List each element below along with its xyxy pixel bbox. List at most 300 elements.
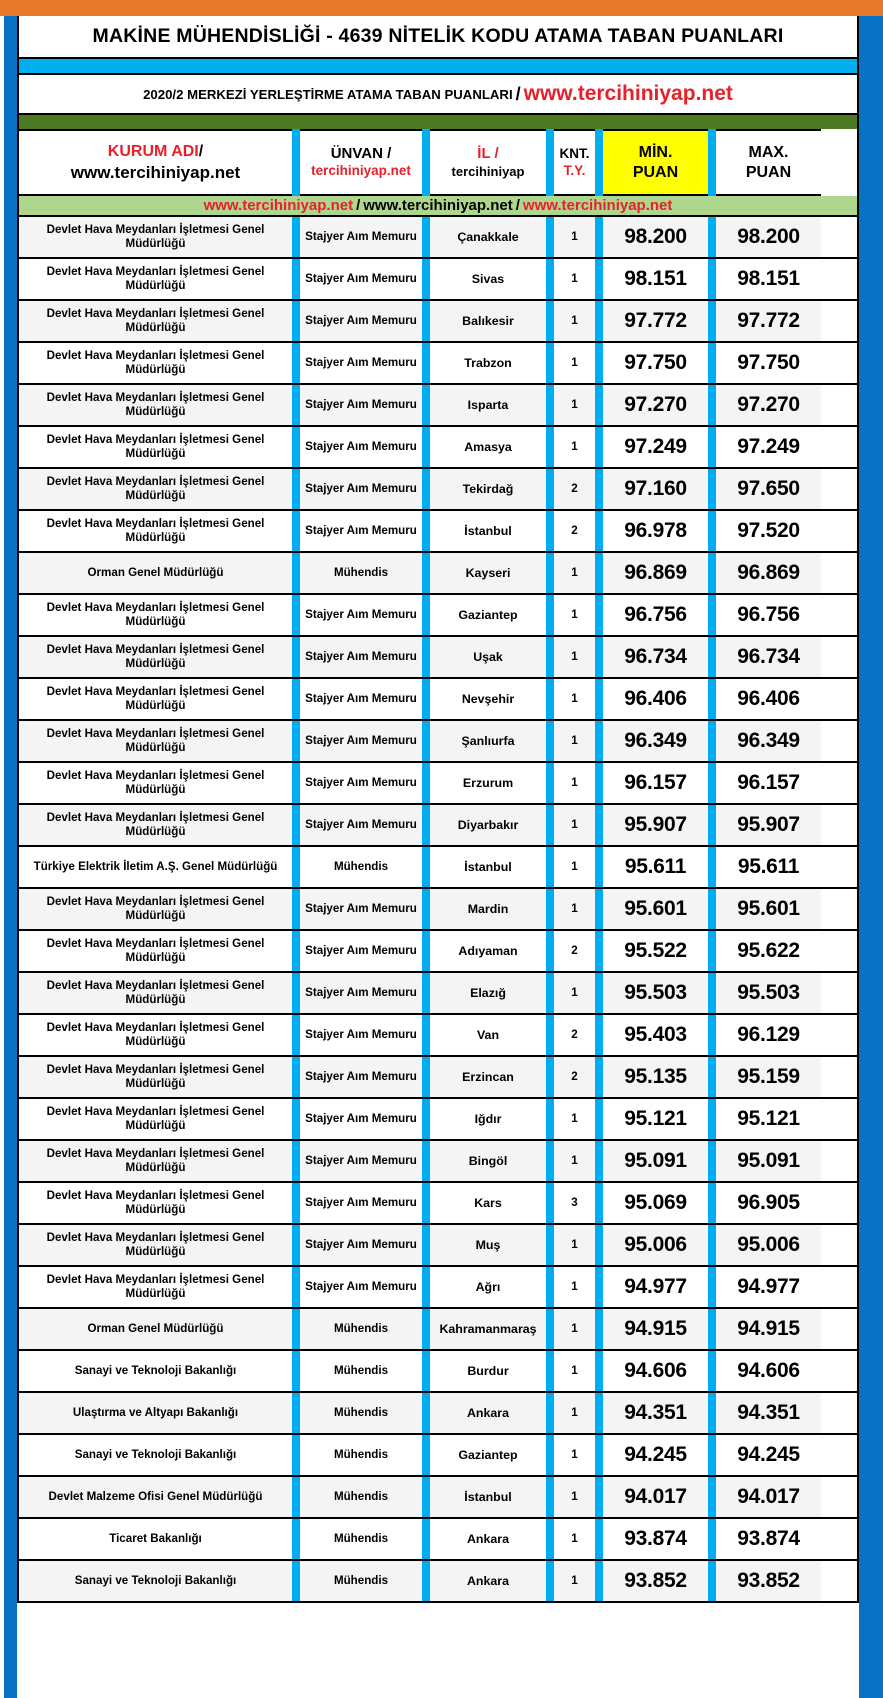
cell-min-puan: 95.069 (603, 1183, 708, 1223)
row-separator-4 (595, 931, 603, 971)
cell-knt: 1 (554, 637, 595, 677)
cell-knt: 1 (554, 1309, 595, 1349)
cell-max-puan: 97.750 (716, 343, 821, 383)
table-row[interactable] (19, 553, 857, 595)
column-header-il[interactable] (430, 129, 546, 196)
cell-unvan: Mühendis (300, 1309, 422, 1349)
cell-il: Tekirdağ (430, 469, 546, 509)
row-separator-3 (546, 1225, 554, 1265)
cell-max-puan: 95.006 (716, 1225, 821, 1265)
table-row[interactable] (19, 595, 857, 637)
cell-unvan: Stajyer Aım Memuru (300, 721, 422, 761)
column-header-min-line2: PUAN (632, 163, 679, 181)
row-separator-5 (708, 1183, 716, 1223)
table-row[interactable] (19, 469, 857, 511)
table-row[interactable] (19, 1519, 857, 1561)
table-row[interactable] (19, 1393, 857, 1435)
row-separator-3 (546, 1015, 554, 1055)
row-separator-4 (595, 1435, 603, 1475)
row-separator-5 (708, 217, 716, 257)
table-row[interactable] (19, 847, 857, 889)
row-separator-4 (595, 259, 603, 299)
row-separator-3 (546, 217, 554, 257)
cell-kurum: Devlet Hava Meydanları İşletmesi Genel Müdürlüğü (19, 889, 292, 929)
cell-knt: 1 (554, 679, 595, 719)
cell-kurum: Devlet Hava Meydanları İşletmesi Genel Müdürlüğü (19, 805, 292, 845)
cell-il: Bingöl (430, 1141, 546, 1181)
row-separator-1 (292, 301, 300, 341)
row-separator-4 (595, 1519, 603, 1559)
cell-knt: 2 (554, 1015, 595, 1055)
table-row[interactable] (19, 1309, 857, 1351)
row-separator-2 (422, 343, 430, 383)
cell-kurum: Devlet Hava Meydanları İşletmesi Genel Müdürlüğü (19, 217, 292, 257)
cell-kurum: Devlet Hava Meydanları İşletmesi Genel Müdürlüğü (19, 1267, 292, 1307)
row-separator-1 (292, 217, 300, 257)
cell-kurum: Sanayi ve Teknoloji Bakanlığı (19, 1435, 292, 1475)
row-separator-2 (422, 511, 430, 551)
row-separator-3 (546, 1351, 554, 1391)
row-separator-2 (422, 931, 430, 971)
cell-il: Kars (430, 1183, 546, 1223)
cell-unvan: Stajyer Aım Memuru (300, 595, 422, 635)
row-separator-5 (708, 469, 716, 509)
table-row[interactable] (19, 259, 857, 301)
cell-max-puan: 94.017 (716, 1477, 821, 1517)
table-row[interactable] (19, 1099, 857, 1141)
link-banner-sep-2: / (515, 197, 520, 214)
table-row[interactable] (19, 931, 857, 973)
row-separator-1 (292, 847, 300, 887)
row-separator-5 (708, 1015, 716, 1055)
row-separator-3 (546, 1057, 554, 1097)
row-separator-3 (546, 1561, 554, 1601)
column-header-il-line1: İL (477, 145, 491, 162)
column-header-knt[interactable] (554, 129, 595, 196)
column-header-knt-line2: T.Y. (563, 162, 586, 178)
cell-min-puan: 95.121 (603, 1099, 708, 1139)
cell-il: Çanakkale (430, 217, 546, 257)
cell-max-puan: 98.151 (716, 259, 821, 299)
row-separator-2 (422, 427, 430, 467)
cell-min-puan: 94.351 (603, 1393, 708, 1433)
cell-min-puan: 96.406 (603, 679, 708, 719)
cell-unvan: Stajyer Aım Memuru (300, 973, 422, 1013)
row-separator-2 (422, 679, 430, 719)
row-separator-3 (546, 721, 554, 761)
cell-knt: 1 (554, 259, 595, 299)
cell-min-puan: 97.772 (603, 301, 708, 341)
cell-unvan: Mühendis (300, 847, 422, 887)
table-row[interactable] (19, 1351, 857, 1393)
table-row[interactable] (19, 427, 857, 469)
table-row[interactable] (19, 1435, 857, 1477)
row-separator-5 (708, 847, 716, 887)
cell-kurum: Devlet Hava Meydanları İşletmesi Genel Müdürlüğü (19, 1141, 292, 1181)
row-separator-1 (292, 679, 300, 719)
cell-knt: 1 (554, 385, 595, 425)
cell-max-puan: 94.915 (716, 1309, 821, 1349)
row-separator-1 (292, 637, 300, 677)
cell-min-puan: 94.017 (603, 1477, 708, 1517)
row-separator-2 (422, 637, 430, 677)
row-separator-2 (422, 1015, 430, 1055)
row-separator-3 (546, 385, 554, 425)
header-separator-1 (292, 129, 300, 196)
cell-il: Gaziantep (430, 1435, 546, 1475)
cell-min-puan: 95.601 (603, 889, 708, 929)
column-header-max-puan[interactable] (716, 129, 821, 196)
cell-max-puan: 97.249 (716, 427, 821, 467)
cell-knt: 1 (554, 847, 595, 887)
row-separator-5 (708, 1225, 716, 1265)
row-separator-5 (708, 1477, 716, 1517)
cell-kurum: Devlet Hava Meydanları İşletmesi Genel Müdürlüğü (19, 1099, 292, 1139)
row-separator-4 (595, 1183, 603, 1223)
row-separator-1 (292, 1099, 300, 1139)
row-separator-4 (595, 511, 603, 551)
table-row[interactable] (19, 973, 857, 1015)
row-separator-3 (546, 595, 554, 635)
cell-unvan: Stajyer Aım Memuru (300, 1183, 422, 1223)
row-separator-4 (595, 385, 603, 425)
link-banner-sep-1: / (356, 197, 361, 214)
row-separator-2 (422, 1183, 430, 1223)
header-separator-2 (422, 129, 430, 196)
cell-kurum: Sanayi ve Teknoloji Bakanlığı (19, 1561, 292, 1601)
row-separator-3 (546, 1183, 554, 1223)
cell-kurum: Devlet Hava Meydanları İşletmesi Genel Müdürlüğü (19, 259, 292, 299)
cell-il: Van (430, 1015, 546, 1055)
green-divider (17, 115, 859, 129)
cell-knt: 3 (554, 1183, 595, 1223)
cell-unvan: Mühendis (300, 1393, 422, 1433)
row-separator-3 (546, 1141, 554, 1181)
row-separator-1 (292, 1393, 300, 1433)
cell-max-puan: 96.129 (716, 1015, 821, 1055)
column-header-kurum-slash: / (198, 142, 204, 160)
cell-min-puan: 96.157 (603, 763, 708, 803)
subtitle-separator: / (515, 83, 521, 104)
cell-kurum: Devlet Hava Meydanları İşletmesi Genel Müdürlüğü (19, 721, 292, 761)
cell-max-puan: 96.756 (716, 595, 821, 635)
header-separator-3 (546, 129, 554, 196)
cell-il: Burdur (430, 1351, 546, 1391)
row-separator-3 (546, 427, 554, 467)
cell-kurum: Devlet Hava Meydanları İşletmesi Genel Müdürlüğü (19, 1057, 292, 1097)
table-row[interactable] (19, 637, 857, 679)
cell-unvan: Mühendis (300, 1519, 422, 1559)
table-row[interactable] (19, 1267, 857, 1309)
row-separator-1 (292, 889, 300, 929)
cell-min-puan: 95.907 (603, 805, 708, 845)
row-separator-4 (595, 805, 603, 845)
cell-min-puan: 95.611 (603, 847, 708, 887)
cell-il: Amasya (430, 427, 546, 467)
cell-knt: 1 (554, 1561, 595, 1601)
cell-min-puan: 97.270 (603, 385, 708, 425)
top-orange-strip (0, 0, 883, 16)
cell-kurum: Ulaştırma ve Altyapı Bakanlığı (19, 1393, 292, 1433)
cell-knt: 1 (554, 1225, 595, 1265)
cell-knt: 1 (554, 1519, 595, 1559)
row-separator-5 (708, 637, 716, 677)
row-separator-3 (546, 1519, 554, 1559)
cell-min-puan: 95.403 (603, 1015, 708, 1055)
row-separator-5 (708, 343, 716, 383)
table-row[interactable] (19, 889, 857, 931)
cell-il: Erzincan (430, 1057, 546, 1097)
row-separator-1 (292, 1057, 300, 1097)
cell-min-puan: 96.978 (603, 511, 708, 551)
cell-il: Kayseri (430, 553, 546, 593)
table-row[interactable] (19, 385, 857, 427)
row-separator-4 (595, 1057, 603, 1097)
table-row[interactable] (19, 511, 857, 553)
row-separator-5 (708, 1561, 716, 1601)
cell-knt: 1 (554, 553, 595, 593)
row-separator-3 (546, 889, 554, 929)
row-separator-3 (546, 1477, 554, 1517)
row-separator-4 (595, 637, 603, 677)
row-separator-2 (422, 973, 430, 1013)
cell-il: İstanbul (430, 511, 546, 551)
cell-il: Ankara (430, 1393, 546, 1433)
cell-knt: 1 (554, 343, 595, 383)
row-separator-2 (422, 301, 430, 341)
row-separator-3 (546, 679, 554, 719)
cell-kurum: Devlet Hava Meydanları İşletmesi Genel Müdürlüğü (19, 679, 292, 719)
row-separator-1 (292, 931, 300, 971)
cell-il: Nevşehir (430, 679, 546, 719)
table-row[interactable] (19, 805, 857, 847)
cell-min-puan: 95.091 (603, 1141, 708, 1181)
cell-il: Diyarbakır (430, 805, 546, 845)
cell-max-puan: 96.905 (716, 1183, 821, 1223)
row-separator-2 (422, 1435, 430, 1475)
row-separator-4 (595, 469, 603, 509)
column-header-min-line1: MİN. (638, 143, 673, 161)
link-banner-a[interactable]: www.tercihiniyap.net (203, 197, 354, 214)
cell-knt: 1 (554, 1099, 595, 1139)
page-title-bar (17, 16, 859, 59)
cell-min-puan: 97.750 (603, 343, 708, 383)
row-separator-4 (595, 343, 603, 383)
cell-min-puan: 98.200 (603, 217, 708, 257)
cell-min-puan: 96.756 (603, 595, 708, 635)
cell-max-puan: 95.159 (716, 1057, 821, 1097)
cell-il: Balıkesir (430, 301, 546, 341)
cell-max-puan: 96.734 (716, 637, 821, 677)
cell-unvan: Mühendis (300, 1477, 422, 1517)
cell-kurum: Orman Genel Müdürlüğü (19, 553, 292, 593)
row-separator-4 (595, 1477, 603, 1517)
cell-max-puan: 94.977 (716, 1267, 821, 1307)
cell-unvan: Stajyer Aım Memuru (300, 259, 422, 299)
table-row[interactable] (19, 763, 857, 805)
cell-unvan: Mühendis (300, 1351, 422, 1391)
table-row[interactable] (19, 1015, 857, 1057)
table-header-row (17, 129, 859, 196)
row-separator-4 (595, 763, 603, 803)
table-row[interactable] (19, 217, 857, 259)
cell-min-puan: 93.852 (603, 1561, 708, 1601)
cell-kurum: Devlet Hava Meydanları İşletmesi Genel Müdürlüğü (19, 1225, 292, 1265)
row-separator-4 (595, 553, 603, 593)
row-separator-2 (422, 553, 430, 593)
row-separator-3 (546, 763, 554, 803)
row-separator-1 (292, 553, 300, 593)
cell-min-puan: 93.874 (603, 1519, 708, 1559)
cell-knt: 1 (554, 805, 595, 845)
table-row[interactable] (19, 1225, 857, 1267)
row-separator-1 (292, 721, 300, 761)
content-area (17, 16, 859, 1698)
table-row[interactable] (19, 679, 857, 721)
cell-il: Erzurum (430, 763, 546, 803)
cell-max-puan: 94.351 (716, 1393, 821, 1433)
subtitle-site-link[interactable]: www.tercihiniyap.net (523, 82, 733, 105)
table-row[interactable] (19, 1057, 857, 1099)
cell-il: Ankara (430, 1519, 546, 1559)
cell-max-puan: 97.650 (716, 469, 821, 509)
row-separator-2 (422, 385, 430, 425)
cell-kurum: Devlet Hava Meydanları İşletmesi Genel Müdürlüğü (19, 1183, 292, 1223)
cell-kurum: Devlet Hava Meydanları İşletmesi Genel Müdürlüğü (19, 343, 292, 383)
row-separator-1 (292, 343, 300, 383)
cell-il: Şanlıurfa (430, 721, 546, 761)
column-header-kurum[interactable] (19, 129, 292, 196)
link-banner-c[interactable]: www.tercihiniyap.net (522, 197, 673, 214)
link-banner-b[interactable]: www.tercihiniyap.net (363, 197, 513, 214)
row-separator-5 (708, 1309, 716, 1349)
row-separator-1 (292, 1225, 300, 1265)
row-separator-3 (546, 343, 554, 383)
row-separator-4 (595, 1561, 603, 1601)
row-separator-1 (292, 1141, 300, 1181)
row-separator-2 (422, 1477, 430, 1517)
row-separator-1 (292, 1477, 300, 1517)
row-separator-4 (595, 595, 603, 635)
cell-kurum: Devlet Hava Meydanları İşletmesi Genel Müdürlüğü (19, 595, 292, 635)
cell-knt: 1 (554, 217, 595, 257)
cell-knt: 1 (554, 1435, 595, 1475)
row-separator-1 (292, 1183, 300, 1223)
cell-max-puan: 96.406 (716, 679, 821, 719)
row-separator-1 (292, 1015, 300, 1055)
cell-min-puan: 95.006 (603, 1225, 708, 1265)
cell-il: Elazığ (430, 973, 546, 1013)
row-separator-2 (422, 1561, 430, 1601)
cell-knt: 1 (554, 763, 595, 803)
cell-max-puan: 95.622 (716, 931, 821, 971)
subtitle-bar (17, 75, 859, 115)
row-separator-4 (595, 973, 603, 1013)
table-row[interactable] (19, 1141, 857, 1183)
cell-min-puan: 94.606 (603, 1351, 708, 1391)
row-separator-2 (422, 889, 430, 929)
cyan-divider (17, 59, 859, 75)
row-separator-5 (708, 973, 716, 1013)
row-separator-2 (422, 1141, 430, 1181)
left-blue-rail (4, 16, 17, 1698)
cell-max-puan: 95.121 (716, 1099, 821, 1139)
cell-kurum: Devlet Hava Meydanları İşletmesi Genel Müdürlüğü (19, 973, 292, 1013)
header-separator-4 (595, 129, 603, 196)
column-header-min-puan[interactable] (603, 129, 708, 196)
row-separator-4 (595, 847, 603, 887)
row-separator-3 (546, 1435, 554, 1475)
row-separator-2 (422, 1393, 430, 1433)
row-separator-3 (546, 1267, 554, 1307)
cell-min-puan: 94.245 (603, 1435, 708, 1475)
cell-kurum: Devlet Hava Meydanları İşletmesi Genel Müdürlüğü (19, 511, 292, 551)
row-separator-3 (546, 931, 554, 971)
cell-knt: 1 (554, 1393, 595, 1433)
cell-kurum: Devlet Hava Meydanları İşletmesi Genel Müdürlüğü (19, 931, 292, 971)
cell-unvan: Stajyer Aım Memuru (300, 511, 422, 551)
cell-max-puan: 95.611 (716, 847, 821, 887)
row-separator-1 (292, 1351, 300, 1391)
row-separator-4 (595, 679, 603, 719)
cell-knt: 1 (554, 889, 595, 929)
cell-knt: 1 (554, 1477, 595, 1517)
row-separator-5 (708, 1141, 716, 1181)
row-separator-5 (708, 1351, 716, 1391)
cell-il: İstanbul (430, 1477, 546, 1517)
row-separator-5 (708, 1393, 716, 1433)
row-separator-5 (708, 595, 716, 635)
row-separator-4 (595, 217, 603, 257)
row-separator-2 (422, 259, 430, 299)
column-header-unvan[interactable] (300, 129, 422, 196)
row-separator-2 (422, 805, 430, 845)
row-separator-5 (708, 427, 716, 467)
cell-knt: 2 (554, 469, 595, 509)
row-separator-3 (546, 1393, 554, 1433)
cell-max-puan: 95.091 (716, 1141, 821, 1181)
row-separator-2 (422, 469, 430, 509)
table-row[interactable] (19, 343, 857, 385)
cell-il: Mardin (430, 889, 546, 929)
cell-min-puan: 94.977 (603, 1267, 708, 1307)
row-separator-5 (708, 1267, 716, 1307)
table-row[interactable] (19, 1477, 857, 1519)
row-separator-5 (708, 1435, 716, 1475)
table-row[interactable] (19, 721, 857, 763)
cell-unvan: Stajyer Aım Memuru (300, 301, 422, 341)
table-row[interactable] (19, 1183, 857, 1225)
table-row[interactable] (19, 301, 857, 343)
cell-max-puan: 94.245 (716, 1435, 821, 1475)
row-separator-5 (708, 721, 716, 761)
row-separator-4 (595, 1393, 603, 1433)
table-row[interactable] (19, 1561, 857, 1603)
row-separator-3 (546, 469, 554, 509)
cell-unvan: Stajyer Aım Memuru (300, 1267, 422, 1307)
row-separator-3 (546, 805, 554, 845)
row-separator-2 (422, 1099, 430, 1139)
row-separator-2 (422, 1309, 430, 1349)
cell-unvan: Stajyer Aım Memuru (300, 637, 422, 677)
cell-max-puan: 94.606 (716, 1351, 821, 1391)
row-separator-5 (708, 679, 716, 719)
cell-min-puan: 95.135 (603, 1057, 708, 1097)
column-header-max-line2: PUAN (745, 163, 792, 181)
cell-knt: 2 (554, 931, 595, 971)
cell-knt: 1 (554, 973, 595, 1013)
cell-il: Uşak (430, 637, 546, 677)
